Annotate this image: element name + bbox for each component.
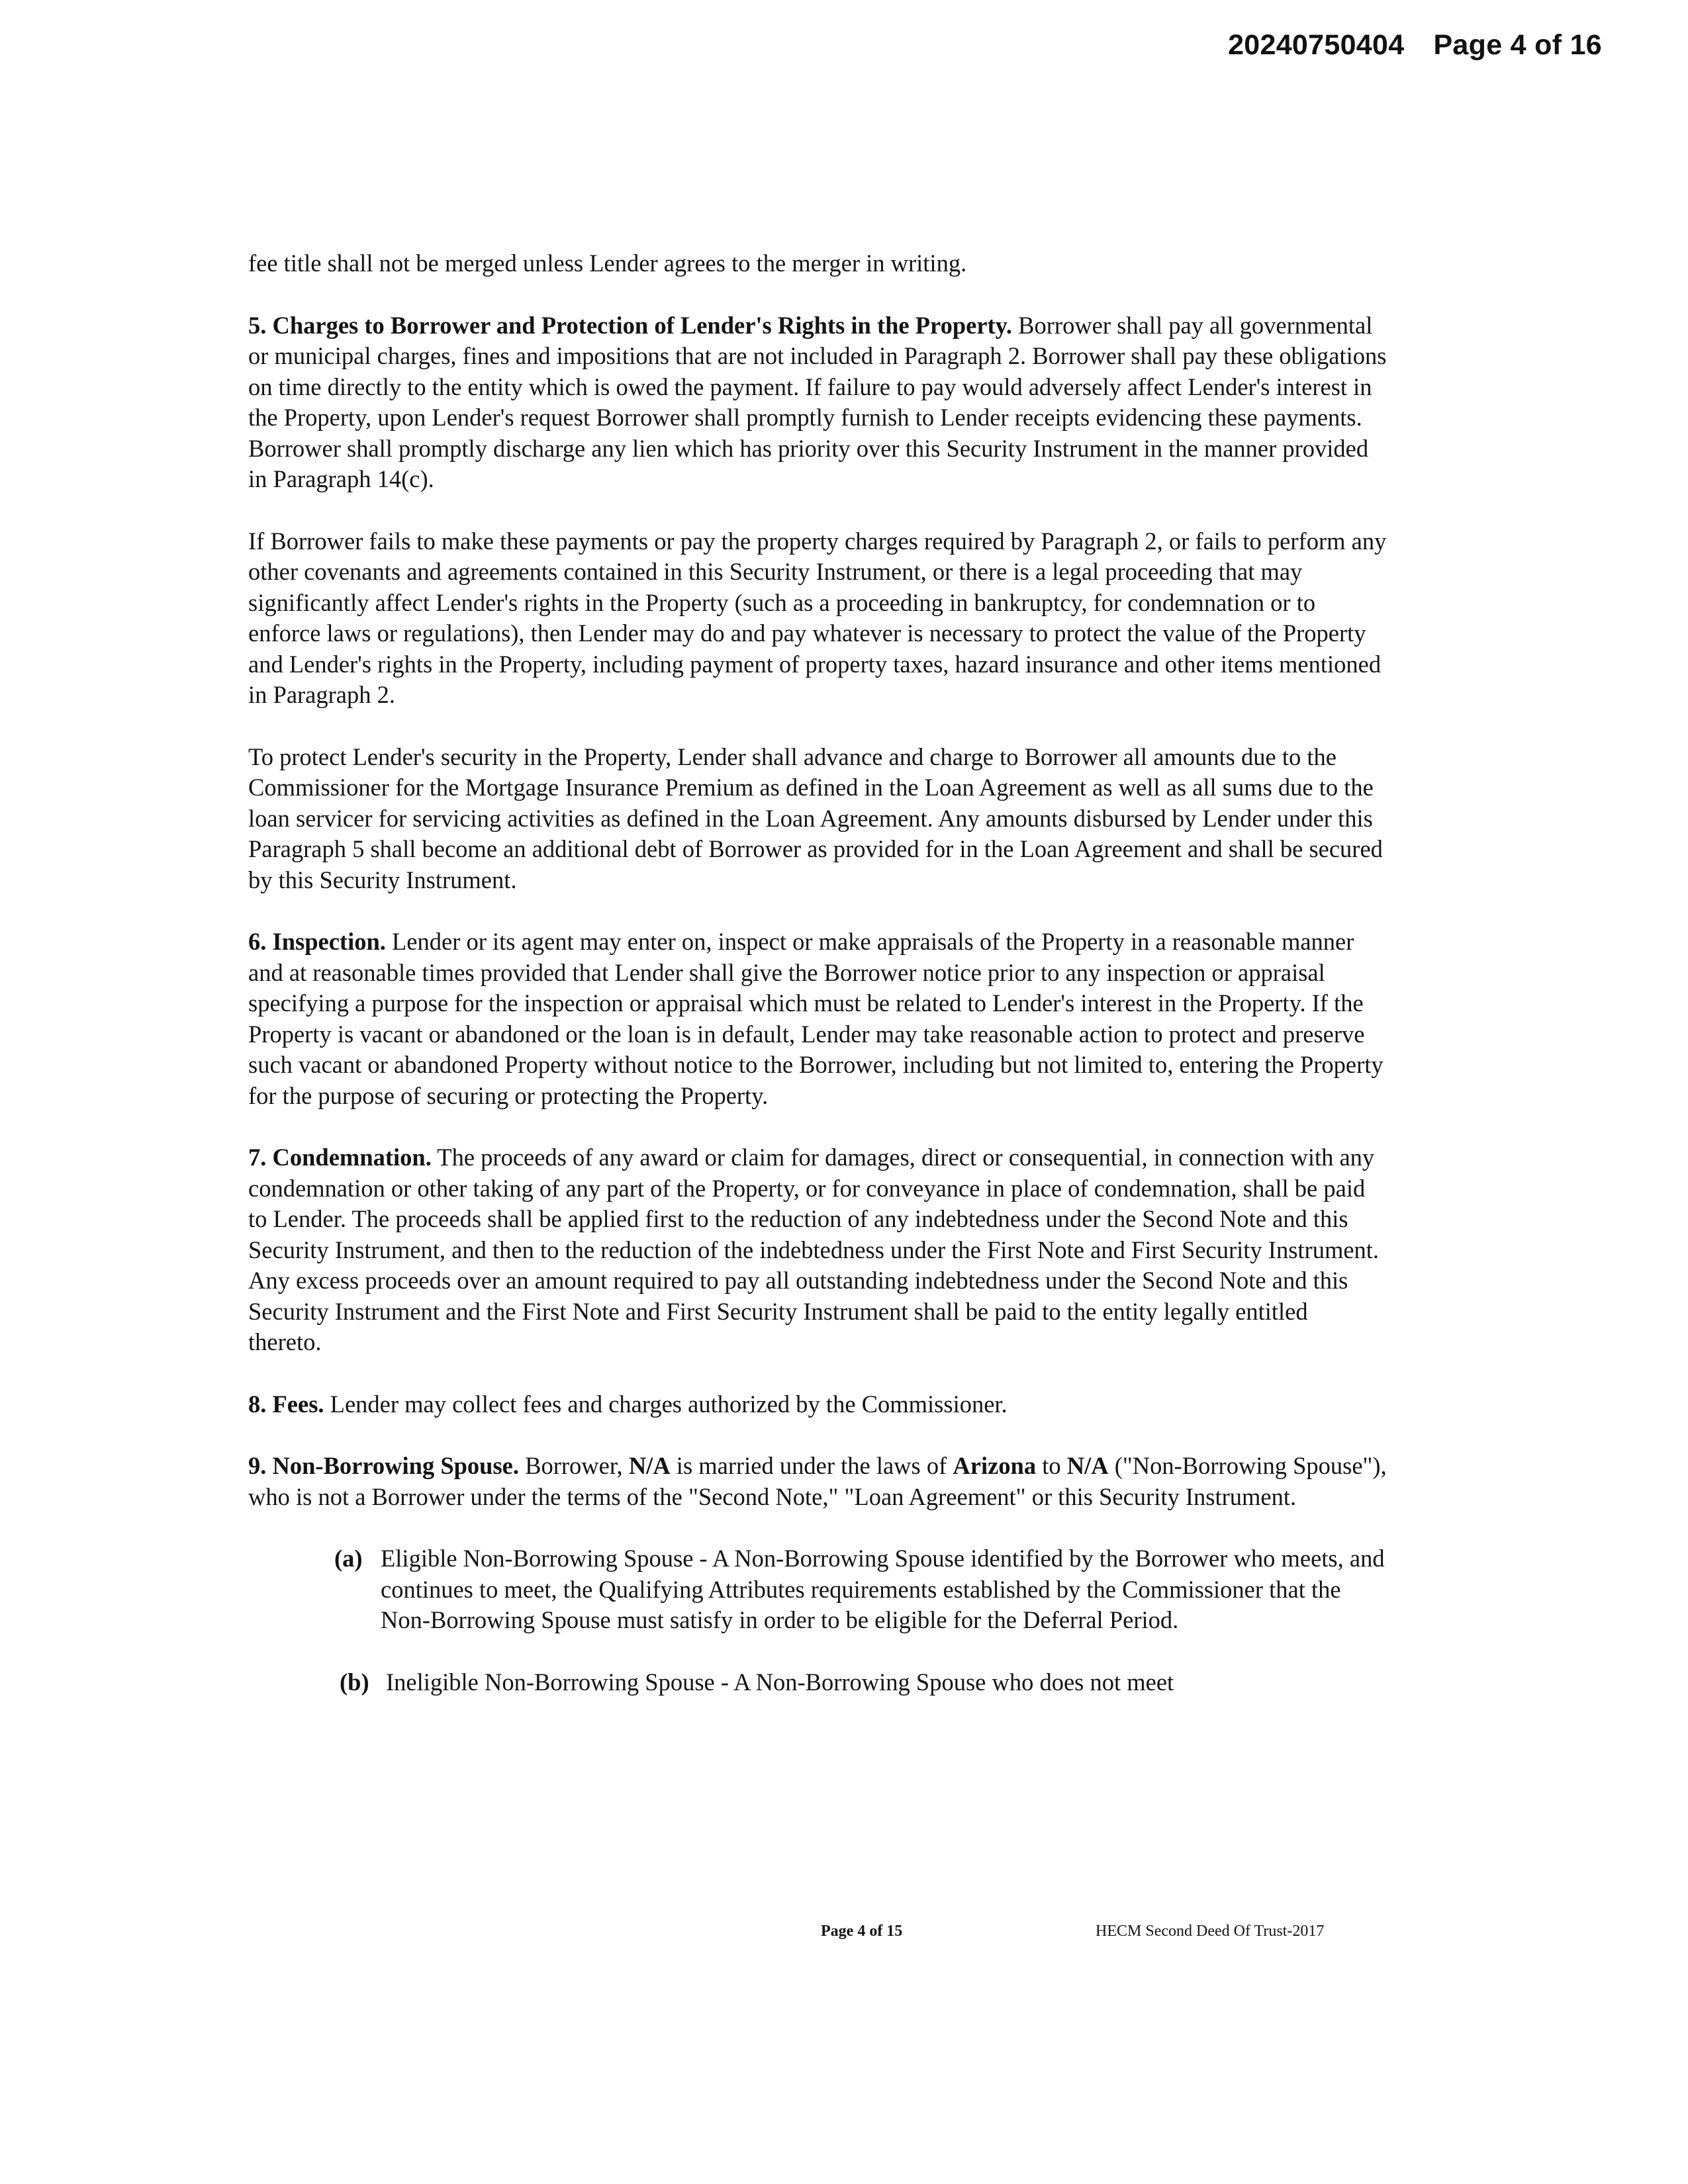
sub-item-b-label: (b) — [340, 1668, 369, 1696]
section-5-heading: 5. Charges to Borrower and Protection of Lender's Rights in the Property. — [248, 311, 1013, 339]
spouse-name: N/A — [1066, 1452, 1109, 1479]
section-6-text: Lender or its agent may enter on, inspect or make appraisals of the Property in a reasonable manner and at reasonable times provided that Lender shall give the Borrower notice prior to any inspection or appraisal specifying a purpose for the inspection or appraisal which must be related to Lender's interest in the Property. If the Property is vacant or abandoned or the loan is in default, Lender may take reasonable action to protect and preserve such vacant or abandoned Property without notice to the Borrower, including but not limited to, entering the Property for the purpose of securing or protecting the Property. — [248, 928, 1383, 1109]
section-9-text-3: to — [1036, 1452, 1067, 1479]
section-7-heading: 7. Condemnation. — [248, 1144, 432, 1171]
document-number: 20240750404 — [1228, 29, 1405, 61]
section-8-paragraph — [248, 1389, 1387, 1420]
section-5-paragraph-2: If Borrower fails to make these payments or pay the property charges required by Paragraph 2, or fails to perform any other covenants and agreements contained in this Security Instrument, or there is a legal proceeding that may significantly affect Lender's rights in the Property (such as a proceeding in bankruptcy, for condemnation or to enforce laws or regulations), then Lender may do and pay whatever is necessary to protect the value of the Property and Lender's rights in the Property, including payment of property taxes, hazard insurance and other items mentioned in Paragraph 2. — [248, 527, 1387, 708]
section-9-text-2: is married under the laws of — [670, 1452, 953, 1479]
section-9-sub-list — [248, 1543, 1387, 1698]
document-body — [248, 248, 1387, 1729]
recording-stamp — [1228, 29, 1602, 62]
section-5-text: Borrower shall pay all governmental or municipal charges, fines and impositions that are not included in Paragraph 2. Borrower shall pay these obligations on time directly to the entity which is owed the payment. If failure to pay would adversely affect Lender's interest in the Property, upon Lender's request Borrower shall promptly furnish to Lender receipts evidencing these payments. Borrower shall promptly discharge any lien which has priority over this Security Instrument in the manner provided in Paragraph 14(c). — [248, 311, 1387, 492]
section-6-heading: 6. Inspection. — [248, 928, 386, 955]
section-6-paragraph — [248, 927, 1387, 1111]
sub-item-a-label: (a) — [334, 1545, 363, 1572]
borrower-name: N/A — [628, 1452, 671, 1479]
sub-item-b-text: Ineligible Non-Borrowing Spouse - A Non-Borrowing Spouse who does not meet — [386, 1668, 1174, 1696]
section-9-paragraph — [248, 1451, 1387, 1512]
section-9-heading: 9. Non-Borrowing Spouse. — [248, 1452, 520, 1479]
sub-item-b — [340, 1667, 1387, 1698]
footer-page-number: Page 4 of 15 — [821, 1923, 903, 1940]
state-name: Arizona — [953, 1452, 1037, 1479]
section-5-paragraph — [248, 310, 1387, 495]
section-7-paragraph — [248, 1142, 1387, 1358]
section-5-paragraph-3: To protect Lender's security in the Property, Lender shall advance and charge to Borrower all amounts due to the Commissioner for the Mortgage Insurance Premium as defined in the Loan Agreement as well as all sums due to the loan servicer for servicing activities as defined in the Loan Agreement. Any amounts disbursed by Lender under this Paragraph 5 shall become an additional debt of Borrower as provided for in the Loan Agreement and shall be secured by this Security Instrument. — [248, 743, 1383, 893]
section-8-text: Lender may collect fees and charges authorized by the Commissioner. — [324, 1390, 1008, 1418]
section-8-heading: 8. Fees. — [248, 1390, 324, 1418]
footer-form-name: HECM Second Deed Of Trust-2017 — [1096, 1923, 1325, 1940]
continuation-paragraph: fee title shall not be merged unless Lender agrees to the merger in writing. — [248, 250, 967, 277]
section-7-text: The proceeds of any award or claim for damages, direct or consequential, in connection with any condemnation or other taking of any part of the Property, or for conveyance in place of condemnation, shall be paid to Lender. The proceeds shall be applied first to the reduction of any indebtedness under the Second Note and this Security Instrument, and then to the reduction of the indebtedness under the First Note and First Security Instrument. Any excess proceeds over an amount required to pay all outstanding indebtedness under the Second Note and this Security Instrument and the First Note and First Security Instrument shall be paid to the entity legally entitled thereto. — [248, 1144, 1380, 1355]
section-9-text-4: ("Non-Borrowing Spouse"), who is not a Borrower under the terms of the "Second Note," "Loan Agreement" or this Security Instrument. — [248, 1452, 1387, 1510]
sub-item-a — [334, 1543, 1387, 1636]
page-stamp: Page 4 of 16 — [1433, 29, 1602, 61]
section-9-text-1: Borrower, — [519, 1452, 629, 1479]
sub-item-a-text: Eligible Non-Borrowing Spouse - A Non-Borrowing Spouse identified by the Borrower who meets, and continues to meet, the Qualifying Attributes requirements established by the Commissioner that the Non-Borrowing Spouse must satisfy in order to be eligible for the Deferral Period. — [381, 1545, 1385, 1633]
